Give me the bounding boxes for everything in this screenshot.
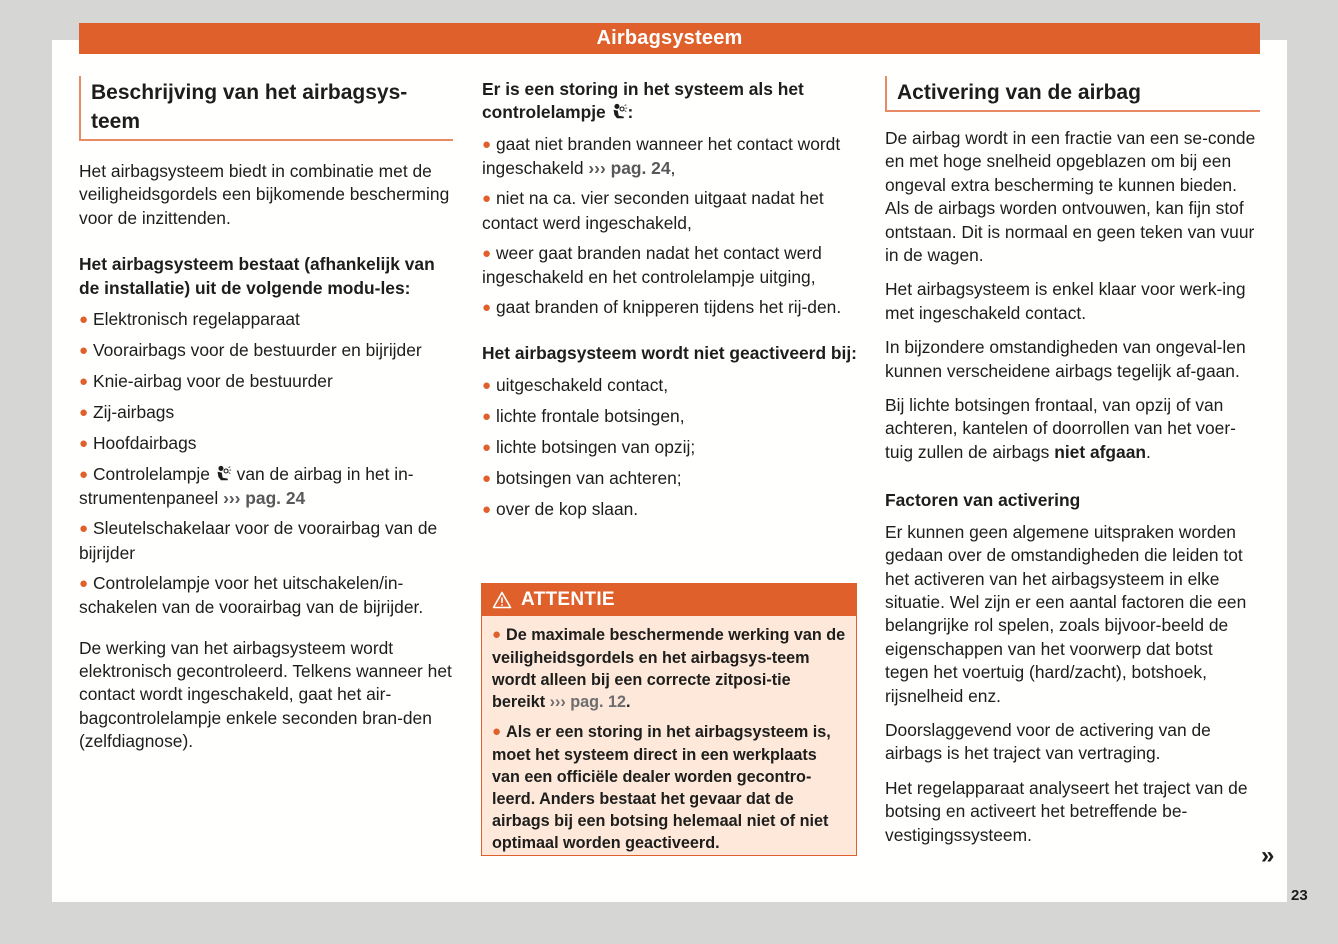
not-activated-item: ● lichte botsingen van opzij; (482, 436, 857, 460)
warning-item: ● Als er een storing in het airbagsysteem is, moet het systeem direct in een werkplaats van een officiële dealer worden gecontro-leerd. Anders bestaat het gevaar dat de airbags bij een botsing helemaal niet of niet optimaal worden geactiveerd. (492, 723, 831, 852)
page-number: 23 (1291, 887, 1308, 904)
module-item: ● Controlelampje van de airbag in het in-strumentenpaneel ››› pag. 24 (79, 464, 414, 509)
bullet-icon: ● (79, 574, 89, 592)
fault-item: ● gaat niet branden wanneer het contact wordt ingeschakeld ››› pag. 24, (482, 133, 841, 179)
fault-item: ● niet na ca. vier seconden uitgaat nadat het contact werd ingeschakeld, (482, 188, 824, 233)
not-activated-item: ● uitgeschakeld contact, (482, 374, 857, 398)
activation-paragraph: Bij lichte botsingen frontaal, van opzij of van achteren, kantelen of doorrollen van het voer-tuig zullen de airbags niet afgaan. (885, 395, 1236, 462)
not-activated-heading: Het airbagsysteem wordt niet geactiveerd bij: (482, 343, 857, 364)
airbag-warning-icon (611, 103, 628, 120)
column-description (79, 76, 453, 754)
module-item: ● Sleutelschakelaar voor de voorairbag van de bijrijder (79, 518, 438, 563)
airbag-warning-icon (215, 465, 232, 482)
bullet-icon: ● (492, 723, 502, 740)
heading-line-1: Beschrijving van het airbagsys- (91, 81, 408, 104)
factors-heading: Factoren van activering (885, 490, 1081, 511)
warning-title: ATTENTIE (521, 589, 615, 610)
warning-box (481, 583, 857, 856)
bullet-icon: ● (482, 299, 492, 317)
page-24-link[interactable]: ››› pag. 24 (223, 488, 306, 509)
bullet-icon: ● (482, 469, 492, 487)
modules-heading: Het airbagsysteem bestaat (afhankelijk van de installatie) uit de volgende modu-les: (79, 254, 435, 298)
module-item: ● Elektronisch regelapparaat (79, 308, 453, 332)
bullet-icon: ● (482, 376, 492, 394)
module-item: ● Hoofdairbags (79, 432, 453, 456)
activation-paragraph: In bijzondere omstandigheden van ongeval-len kunnen verscheidene airbags tegelijk af-gaan. (885, 337, 1246, 381)
module-item: ● Controlelampje voor het uitschakelen/in-schakelen van de voorairbag van de bijrijder. (79, 572, 424, 618)
outro-paragraph: De werking van het airbagsysteem wordt elektronisch gecontroleerd. Telkens wanneer het contact wordt ingeschakeld, gaat het air-bagcontrolelampje enkele seconden bran-den (zelfdiagnose). (79, 637, 452, 752)
bullet-icon: ● (79, 311, 89, 329)
module-item: ● Knie-airbag voor de bestuurder (79, 370, 453, 394)
page-24-link[interactable]: ››› pag. 24 (588, 158, 671, 179)
bullet-icon: ● (79, 342, 89, 360)
bullet-icon: ● (482, 135, 492, 153)
page-12-link[interactable]: ››› pag. 12 (549, 693, 627, 711)
bullet-icon: ● (482, 438, 492, 456)
column-activation (885, 76, 1260, 847)
bullet-icon: ● (79, 466, 89, 484)
module-item: ● Voorairbags voor de bestuurder en bijrijder (79, 339, 453, 363)
not-activated-item: ● over de kop slaan. (482, 498, 857, 522)
activation-paragraph: De airbag wordt in een fractie van een se-conde en met hoge snelheid opgeblazen om bij een ongeval extra bescherming te kunnen bieden. Als de airbags worden ontvouwen, kan fijn stof ontstaan. Dit is normaal en geen teken van vuur in de wagen. (885, 128, 1256, 266)
continue-marker-icon: » (1261, 842, 1275, 869)
bullet-icon: ● (79, 435, 89, 453)
fault-item: ● gaat branden of knipperen tijdens het rij-den. (482, 296, 857, 320)
bullet-icon: ● (492, 626, 502, 643)
bullet-icon: ● (482, 500, 492, 518)
bullet-icon: ● (482, 190, 492, 208)
not-activated-item: ● lichte frontale botsingen, (482, 405, 857, 429)
intro-paragraph: Het airbagsysteem biedt in combinatie met de veiligheidsgordels een bijkomende bescherming voor de inzittenden. (79, 161, 450, 228)
bullet-icon: ● (79, 404, 89, 422)
column-faults (482, 78, 857, 529)
warning-body (482, 616, 856, 854)
warning-header (482, 584, 856, 616)
banner-title: Airbagsysteem (596, 27, 743, 49)
fault-item: ● weer gaat branden nadat het contact werd ingeschakeld en het controlelampje uitging, (482, 242, 822, 288)
bullet-icon: ● (79, 373, 89, 391)
warning-item: ● De maximale beschermende werking van de veiligheidsgordels en het airbagsys-teem wordt alleen bij een correcte zitposi-tie bereikt ››› pag. 12. (492, 626, 846, 711)
fault-heading: Er is een storing in het systeem als het controlelampje : (482, 79, 804, 123)
heading-description (79, 76, 453, 141)
bullet-icon: ● (482, 407, 492, 425)
factors-paragraph: Het regelapparaat analyseert het traject van de botsing en activeert het betreffende be-vestigingssysteem. (885, 777, 1248, 845)
heading-line-2: teem (91, 110, 141, 133)
factors-paragraph: Er kunnen geen algemene uitspraken worden gedaan over de omstandigheden die leiden tot het activeren van het airbagsysteem in elke situatie. Wel zijn er een aantal factoren die een belangrijke rol spelen, zoals bijvoor-beeld de eigenschappen van het voorwerp dat botst tegen het voertuig (hard/zacht), botshoek, rijsnelheid enz. (885, 521, 1247, 706)
bullet-icon: ● (482, 244, 492, 262)
factors-paragraph: Doorslaggevend voor de activering van de airbags is het traject van vertraging. (885, 719, 1211, 764)
section-banner (79, 23, 1260, 54)
heading-activation: Activering van de airbag (885, 76, 1260, 112)
not-activated-item: ● botsingen van achteren; (482, 467, 857, 491)
warning-triangle-icon (492, 591, 512, 609)
bullet-icon: ● (79, 520, 89, 538)
activation-paragraph: Het airbagsysteem is enkel klaar voor werk-ing met ingeschakeld contact. (885, 279, 1246, 323)
module-item: ● Zij-airbags (79, 401, 453, 425)
